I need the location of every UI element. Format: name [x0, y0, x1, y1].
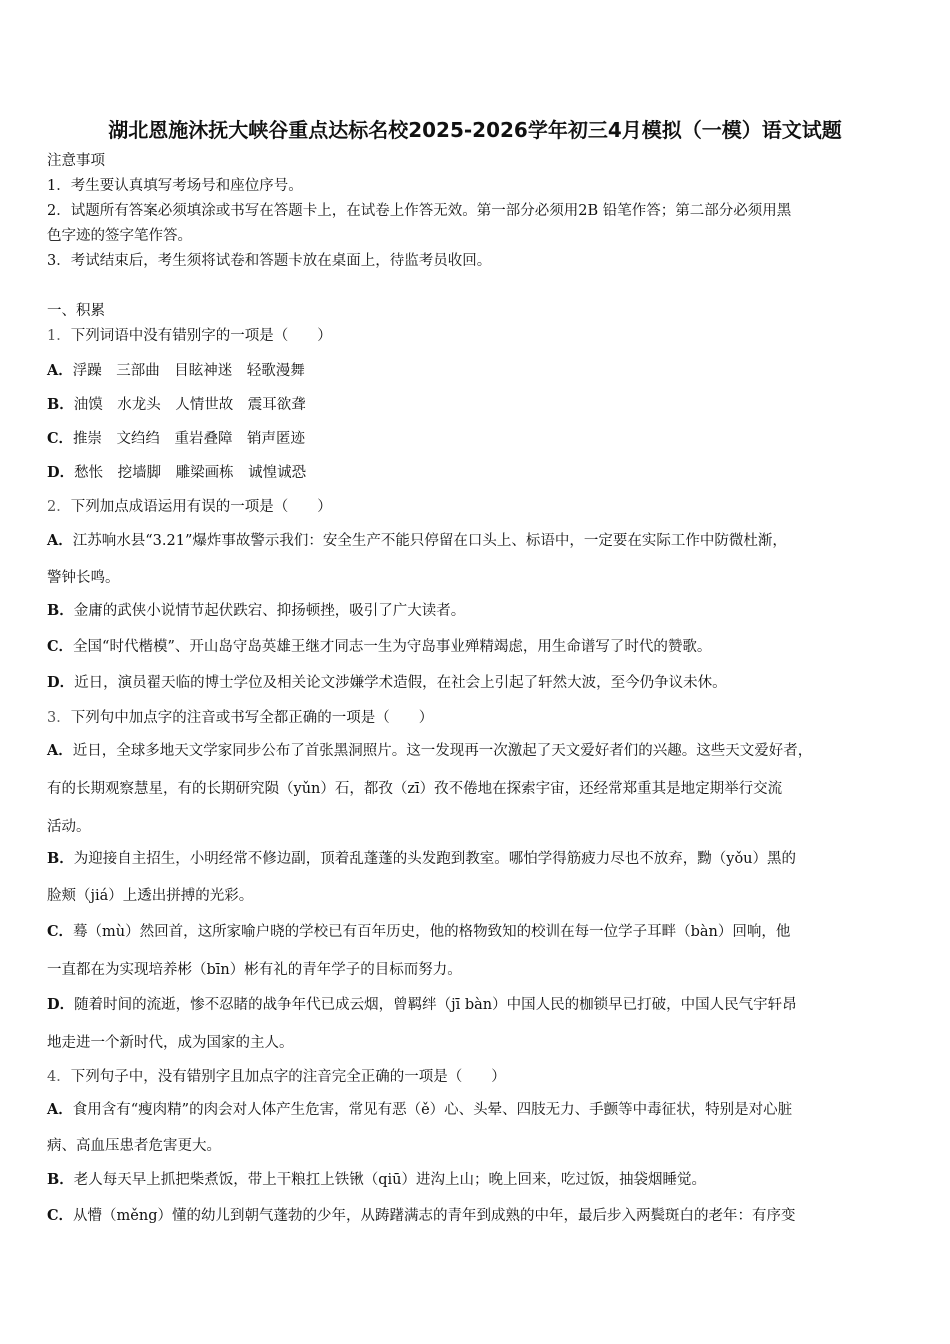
question-number: 1． [47, 328, 71, 344]
option-text: 食用含有“瘦肉精”的肉会对人体产生危害，常见有恶（ě）心、头晕、四肢无力、手颤等中毒征状，特别是对心脏 [72, 1102, 793, 1118]
notice-item: 1．考生要认真填写考场号和座位序号。 [47, 178, 303, 194]
option-text: 江苏响水县“3.21”爆炸事故警示我们：安全生产不能只停留在口头上、标语中，一定要在实际工作中防微杜渐， [72, 533, 787, 549]
option-label: C． [47, 1207, 74, 1224]
option-continuation: 警钟长鸣。 [47, 570, 120, 586]
option-text: 蓦（mù）然回首，这所家喻户晓的学校已有百年历史，他的格物致知的校训在每一位学子耳畔（bàn）回响，他 [73, 924, 791, 940]
option-label: D． [47, 996, 75, 1013]
option-text: 近日，演员翟天临的博士学位及相关论文涉嫌学术造假，在社会上引起了轩然大波，至今仍争议未休。 [74, 675, 727, 691]
option-label: B． [47, 396, 74, 413]
option-text: 推崇 文绉绉 重岩叠障 销声匿迹 [73, 431, 306, 447]
option-a [47, 1100, 907, 1120]
option-label: A． [47, 1101, 73, 1118]
option-continuation: 有的长期观察慧星，有的长期研究陨（yǔn）石，都孜（zī）孜不倦地在探索宇宙，还经常郑重其是地定期举行交流 [47, 781, 783, 797]
option-label: D． [47, 464, 75, 481]
page-title: 湖北恩施沐抚大峡谷重点达标名校2025-2026学年初三4月模拟（一模）语文试题 [108, 118, 842, 142]
option-label: B． [47, 850, 74, 867]
option-b [47, 601, 907, 621]
option-continuation: 地走进一个新时代，成为国家的主人。 [47, 1035, 294, 1051]
option-text: 近日，全球多地天文学家同步公布了首张黑洞照片。这一发现再一次激起了天文爱好者们的兴趣。这些天文爱好者， [72, 743, 813, 759]
option-a [47, 741, 907, 761]
option-a [47, 531, 907, 551]
option-text: 浮躁 三部曲 目眩神迷 轻歌漫舞 [72, 363, 305, 379]
option-label: B． [47, 602, 74, 619]
section-heading: 一、积累 [47, 303, 105, 319]
option-label: A． [47, 362, 73, 379]
option-label: C． [47, 430, 74, 447]
question-3 [47, 708, 907, 728]
question-stem: 下列句中加点字的注音或书写全都正确的一项是（ ） [70, 710, 434, 726]
question-number: 3． [47, 710, 71, 726]
option-label: C． [47, 923, 74, 940]
option-label: C． [47, 638, 74, 655]
option-continuation: 一直都在为实现培养彬（bīn）彬有礼的青年学子的目标而努力。 [47, 962, 462, 978]
option-c [47, 429, 907, 449]
option-text: 愁怅 挖墙脚 雕梁画栋 诚惶诚恐 [74, 465, 307, 481]
question-1 [47, 326, 907, 346]
question-2 [47, 497, 907, 517]
option-label: A． [47, 742, 73, 759]
option-continuation: 脸颊（jiá）上透出拼搏的光彩。 [47, 888, 254, 904]
question-stem: 下列句子中，没有错别字且加点字的注音完全正确的一项是（ ） [70, 1069, 506, 1085]
option-continuation: 病、高血压患者危害更大。 [47, 1138, 221, 1154]
option-text: 随着时间的流逝，惨不忍睹的战争年代已成云烟，曾羁绊（jī bàn）中国人民的枷锁早已打破，中国人民气宇轩昂 [74, 997, 797, 1013]
option-a [47, 361, 907, 381]
option-text: 全国“时代楷模”、开山岛守岛英雄王继才同志一生为守岛事业殚精竭虑，用生命谱写了时代的赞歌。 [73, 639, 712, 655]
question-stem: 下列加点成语运用有误的一项是（ ） [70, 499, 332, 515]
option-label: D． [47, 674, 75, 691]
option-text: 金庸的武侠小说情节起伏跌宕、抑扬顿挫，吸引了广大读者。 [73, 603, 466, 619]
option-d [47, 673, 907, 693]
notice-heading: 注意事项 [47, 153, 105, 169]
option-label: B． [47, 1171, 74, 1188]
option-c [47, 922, 907, 942]
option-b [47, 1170, 907, 1190]
option-b [47, 849, 907, 869]
option-d [47, 463, 907, 483]
notice-item: 色字迹的签字笔作答。 [47, 228, 192, 244]
question-number: 4． [47, 1069, 71, 1085]
option-text: 油馍 水龙头 人情世故 震耳欲聋 [73, 397, 306, 413]
notice-item: 2．试题所有答案必须填涂或书写在答题卡上，在试卷上作答无效。第一部分必须用2B 铅笔作答；第二部分必须用黑 [47, 203, 792, 219]
notice-item: 3．考试结束后，考生须将试卷和答题卡放在桌面上，待监考员收回。 [47, 253, 492, 269]
option-continuation: 活动。 [47, 819, 91, 835]
option-b [47, 395, 907, 415]
option-text: 老人每天早上抓把柴煮饭，带上干粮扛上铁锹（qiū）进沟上山；晚上回来，吃过饭，抽袋烟睡觉。 [73, 1172, 707, 1188]
question-number: 2． [47, 499, 71, 515]
question-4 [47, 1067, 907, 1087]
option-d [47, 995, 907, 1015]
option-c [47, 1206, 907, 1226]
question-stem: 下列词语中没有错别字的一项是（ ） [70, 328, 332, 344]
option-c [47, 637, 907, 657]
option-text: 从懵（měng）懂的幼儿到朝气蓬勃的少年，从踌躇满志的青年到成熟的中年，最后步入两鬓斑白的老年：有序变 [73, 1208, 796, 1224]
option-text: 为迎接自主招生，小明经常不修边副，顶着乱蓬蓬的头发跑到教室。哪怕学得筋疲力尽也不放弃，黝（yǒu）黑的 [73, 851, 797, 867]
option-label: A． [47, 532, 73, 549]
